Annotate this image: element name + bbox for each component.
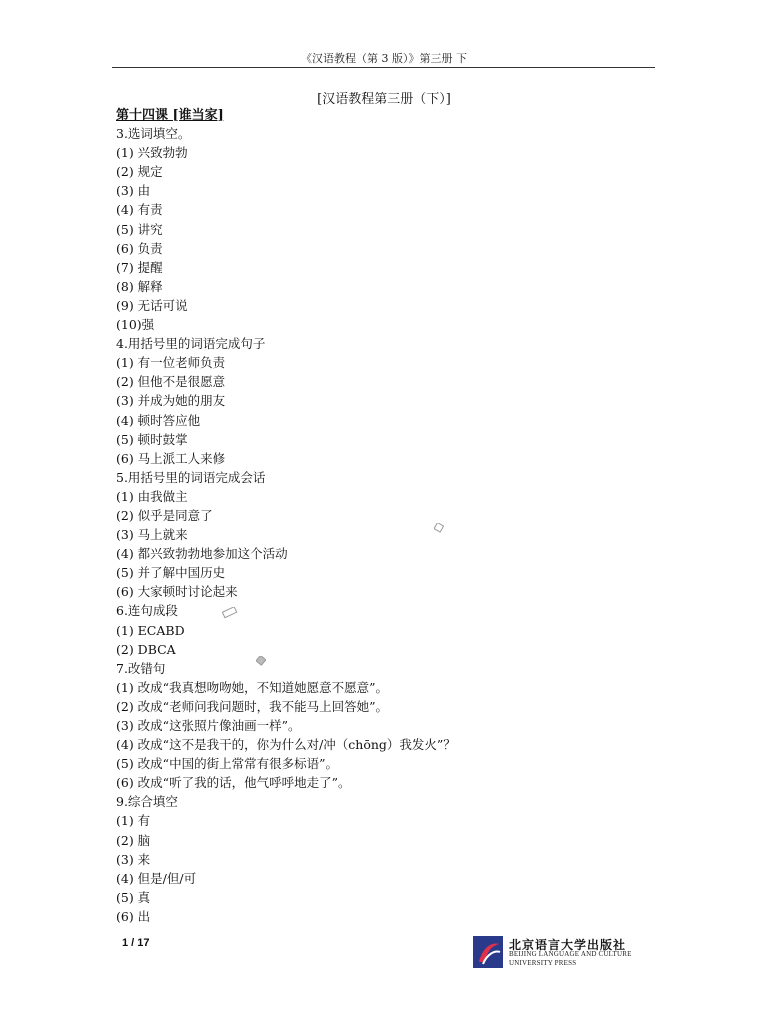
answer-item: (2) 规定 — [116, 164, 163, 180]
scan-mark-icon — [434, 523, 444, 533]
answer-item: (1) 由我做主 — [116, 488, 188, 504]
section-heading: 6.连句成段 — [116, 603, 178, 619]
document-title: [汉语教程第三册（下）] — [317, 92, 451, 107]
scan-mark-icon — [256, 656, 266, 666]
answer-item: (7) 提醒 — [116, 259, 163, 275]
answer-item: (2) 但他不是很愿意 — [116, 374, 226, 390]
answer-item: (9) 无话可说 — [116, 297, 188, 313]
answer-item: (2) 改成“老师问我问题时，我不能马上回答她”。 — [116, 698, 388, 714]
answer-item: (6) 负责 — [116, 240, 163, 256]
answer-item: (6) 大家顿时讨论起来 — [116, 584, 238, 600]
answer-item: (6) 改成“听了我的话，他气呼呼地走了”。 — [116, 775, 351, 791]
answer-item: (5) 并了解中国历史 — [116, 565, 226, 581]
answer-item: (1) 有 — [116, 813, 151, 829]
publisher-emblem-icon — [473, 936, 503, 968]
answer-item: (3) 改成“这张照片像油画一样”。 — [116, 718, 301, 733]
lesson-title: 第十四课 [谁当家] — [116, 108, 224, 123]
answer-item: (4) 都兴致勃勃地参加这个活动 — [116, 546, 288, 562]
answer-item: (6) 马上派工人来修 — [116, 450, 226, 466]
answer-item: (3) 由 — [116, 183, 151, 199]
answer-item: (10)强 — [116, 317, 155, 333]
section-heading: 5.用括号里的词语完成会话 — [116, 469, 266, 485]
answer-item: (6) 出 — [116, 908, 151, 924]
publisher-name-en-2: UNIVERSITY PRESS — [509, 959, 577, 967]
answer-item: (4) 改成“这不是我干的，你为什么对/冲（chōng）我发火”？ — [116, 737, 456, 753]
scan-mark-icon — [222, 607, 238, 619]
answer-item: (5) 改成“中国的街上常常有很多标语”。 — [116, 756, 338, 772]
page-number: 1 / 17 — [122, 937, 150, 949]
answer-item: (2) 似乎是同意了 — [116, 507, 213, 523]
publisher-name-en-1: BEIJING LANGUAGE AND CULTURE — [509, 950, 632, 958]
answer-item: (5) 真 — [116, 889, 151, 905]
answer-item: (5) 顿时鼓掌 — [116, 431, 188, 447]
running-header: 《汉语教程（第 3 版）》第三册 下 — [301, 52, 467, 65]
answer-item: (1) 有一位老师负责 — [116, 355, 226, 371]
section-heading: 7.改错句 — [116, 660, 166, 676]
answer-item: (2) DBCA — [116, 641, 176, 657]
publisher-logo — [473, 936, 653, 970]
lesson-heading — [116, 105, 636, 124]
answer-item: (8) 解释 — [116, 278, 163, 294]
publisher-name-cn: 北京语言大学出版社 — [509, 938, 627, 952]
answer-item: (4) 顿时答应他 — [116, 412, 201, 428]
answer-item: (1) ECABD — [116, 622, 185, 638]
header-divider — [112, 67, 655, 68]
answer-item: (4) 有责 — [116, 202, 163, 218]
section-heading: 4.用括号里的词语完成句子 — [116, 336, 266, 352]
answer-item: (1) 改成“我真想吻吻她，不知道她愿意不愿意”。 — [116, 679, 388, 695]
answer-item: (3) 并成为她的朋友 — [116, 393, 226, 409]
answer-item: (1) 兴致勃勃 — [116, 145, 188, 161]
answer-item: (3) 来 — [116, 851, 151, 867]
answer-item: (3) 马上就来 — [116, 527, 188, 543]
answer-content — [116, 105, 636, 926]
section-heading: 9.综合填空 — [116, 794, 178, 810]
answer-item: (2) 脑 — [116, 832, 151, 848]
section-heading: 3.选词填空。 — [116, 126, 191, 142]
answer-lines — [116, 124, 636, 926]
answer-item: (4) 但是/但/可 — [116, 870, 197, 886]
answer-item: (5) 讲究 — [116, 221, 163, 237]
